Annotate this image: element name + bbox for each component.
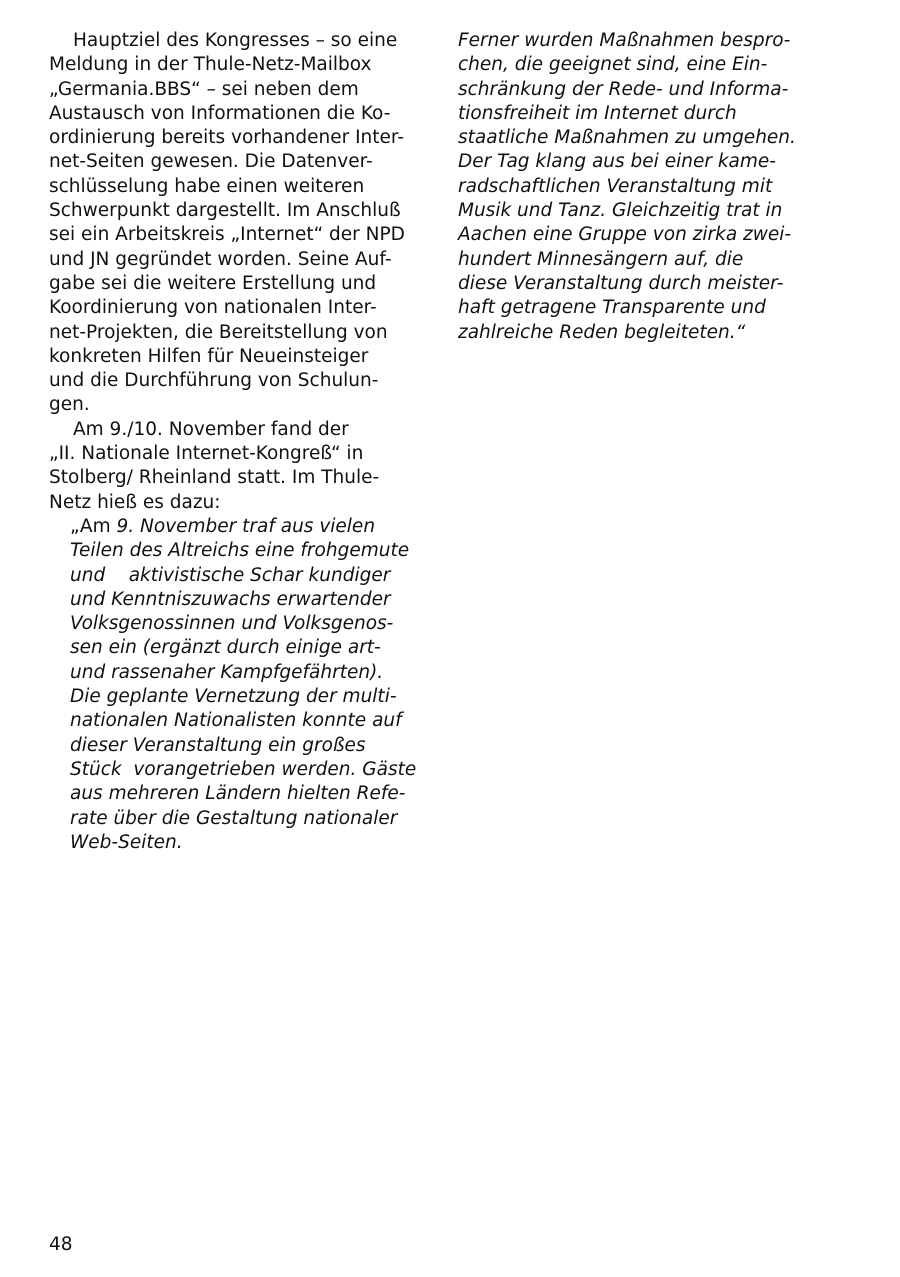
quote-line: schränkung der Rede- und Informa-: [458, 78, 789, 100]
right-column: [458, 29, 798, 345]
quote-line: staatliche Maßnahmen zu umgehen.: [458, 127, 796, 149]
text-line: Am 9./10. November fand der: [73, 418, 349, 440]
quote-line: Der Tag klang aus bei einer kame-: [458, 151, 776, 173]
text-line: gen.: [49, 394, 90, 416]
text-line: gabe sei die weitere Erstellung und: [49, 272, 377, 294]
quote-line: Web-Seiten.: [70, 831, 183, 853]
quote-opening-text: „Am: [70, 515, 117, 537]
text-line: und JN gegründet worden. Seine Auf-: [49, 248, 392, 270]
text-line: „II. Nationale Internet-Kongreß“ in: [49, 443, 364, 465]
quote-line: Die geplante Vernetzung der multi-: [70, 686, 397, 708]
block-quote: [49, 515, 417, 855]
quote-line: dieser Veranstaltung ein großes: [70, 734, 366, 756]
text-line: net-Projekten, die Bereitstellung von: [49, 321, 388, 343]
text-line: „Germania.BBS“ – sei neben dem: [49, 78, 359, 100]
text-line: Stolberg/ Rheinland statt. Im Thule-: [49, 467, 380, 489]
quote-opening-italic: 9. November traf aus vielen: [116, 515, 376, 537]
quote-line: radschaftlichen Veranstaltung mit: [458, 175, 773, 197]
text-line: net-Seiten gewesen. Die Datenver-: [49, 151, 373, 173]
quote-line: und aktivistische Schar kundiger: [70, 564, 391, 586]
quote-line: Stück vorangetrieben werden. Gäste: [70, 758, 417, 780]
text-line: und die Durchführung von Schulun-: [49, 370, 379, 392]
quote-line: chen, die geeignet sind, eine Ein-: [458, 54, 768, 76]
paragraph-kongress-ziel: [49, 29, 409, 418]
page-number: 48: [49, 1234, 73, 1255]
left-column: [49, 29, 417, 855]
text-line: Schwerpunkt dargestellt. Im Anschluß: [49, 200, 401, 222]
text-line: Hauptziel des Kongresses – so eine: [73, 30, 398, 51]
paragraph-kongress-stolberg: [49, 418, 409, 515]
text-line: Meldung in der Thule-Netz-Mailbox: [49, 54, 372, 76]
block-quote-continued: [458, 29, 798, 345]
quote-line: Aachen eine Gruppe von zirka zwei-: [458, 224, 792, 246]
quote-line: hundert Minnesängern auf, die: [458, 248, 744, 270]
quote-line: Ferner wurden Maßnahmen bespro-: [458, 30, 791, 51]
quote-line: sen ein (ergänzt durch einige art-: [70, 637, 381, 659]
quote-line: und rassenaher Kampfgefährten).: [70, 661, 384, 683]
quote-line: haft getragene Transparente und: [458, 297, 766, 319]
quote-line: aus mehreren Ländern hielten Refe-: [70, 783, 406, 805]
text-line: schlüsselung habe einen weiteren: [49, 175, 365, 197]
quote-line: Volksgenossinnen und Volksgenos-: [70, 613, 394, 635]
quote-line: diese Veranstaltung durch meister-: [458, 272, 784, 294]
text-line: Koordinierung von nationalen Inter-: [49, 297, 377, 319]
quote-line: tionsfreiheit im Internet durch: [458, 102, 737, 124]
text-line: Austausch von Informationen die Ko-: [49, 102, 391, 124]
quote-line: rate über die Gestaltung nationaler: [70, 807, 398, 829]
quote-line: zahlreiche Reden begleiteten.“: [458, 321, 746, 343]
text-line: sei ein Arbeitskreis „Internet“ der NPD: [49, 224, 405, 246]
text-line: ordinierung bereits vorhandener Inter-: [49, 127, 404, 149]
quote-line: Teilen des Altreichs eine frohgemute: [70, 540, 410, 562]
text-line: konkreten Hilfen für Neueinsteiger: [49, 345, 369, 367]
quote-line: Musik und Tanz. Gleichzeitig trat in: [458, 200, 783, 222]
quote-line: nationalen Nationalisten konnte auf: [70, 710, 402, 732]
text-line: Netz hieß es dazu:: [49, 491, 221, 513]
quote-line: [49, 515, 409, 539]
quote-line: und Kenntniszuwachs erwartender: [70, 588, 391, 610]
